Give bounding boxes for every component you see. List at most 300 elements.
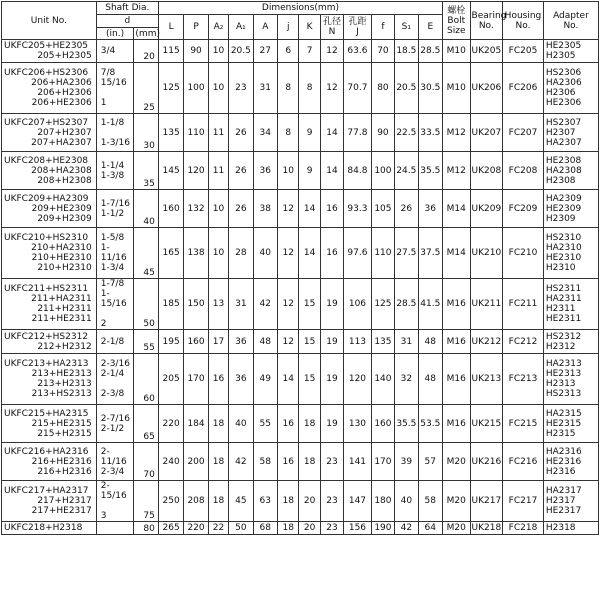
shaft-inch-cell: 7/8 15/16 1 xyxy=(96,63,134,114)
dim-s1-cell: 32 xyxy=(395,354,418,405)
shaft-inch-cell: 1-5/8 1-11/16 1-3/4 xyxy=(96,228,134,279)
header-bearing-no: Bearing No. xyxy=(470,2,503,40)
dim-a1-cell: 42 xyxy=(229,443,253,481)
table-row xyxy=(2,40,599,63)
shaft-mm-cell: 80 xyxy=(134,522,158,535)
dim-a1-cell: 36 xyxy=(229,330,253,354)
adapter-no-line: H2306 xyxy=(545,88,576,98)
dim-s1-cell: 39 xyxy=(395,443,418,481)
shaft-inch-cell: 1-7/8 1-15/16 2 xyxy=(96,279,134,330)
shaft-mm-cell: 25 xyxy=(134,63,158,114)
shaft-mm-cell: 35 xyxy=(134,152,158,190)
dim-s1-cell: 24.5 xyxy=(395,152,418,190)
header-unit-no: Unit No. xyxy=(2,2,97,40)
adapter-no-cell xyxy=(543,190,598,228)
dim-j-lower-cell: 12 xyxy=(278,190,299,228)
adapter-no-line: HE2316 xyxy=(545,456,582,467)
dim-s1-cell: 40 xyxy=(395,481,418,522)
shaft-inch-cell: 1-1/4 1-3/8 xyxy=(96,152,134,190)
dim-l-cell: 125 xyxy=(158,63,183,114)
dim-j-upper-cell: 97.6 xyxy=(344,228,372,279)
bolt-size-cell: M16 xyxy=(443,330,471,354)
adapter-no-cell xyxy=(543,279,598,330)
bearing-no-cell: UK213 xyxy=(470,354,503,405)
dim-p-cell: 200 xyxy=(184,443,208,481)
unit-no-line: UKFC215+HA2315 xyxy=(4,408,89,419)
dim-n-cell: 19 xyxy=(320,279,343,330)
shaft-inch-cell: 2-15/16 3 xyxy=(96,481,134,522)
dim-k-cell: 8 xyxy=(299,63,320,114)
dim-a2-cell: 18 xyxy=(208,443,228,481)
dim-p-cell: 138 xyxy=(184,228,208,279)
header-shaft-d: d xyxy=(96,15,158,28)
dim-p-cell: 110 xyxy=(184,114,208,152)
adapter-no-line: HS2307 xyxy=(545,117,582,128)
header-housing-no: Housing No. xyxy=(503,2,544,40)
unit-no-cell xyxy=(2,481,97,522)
dim-k-cell: 20 xyxy=(299,481,320,522)
dim-e-cell: 35.5 xyxy=(418,152,442,190)
dim-k-cell: 15 xyxy=(299,354,320,405)
dim-a1-cell: 31 xyxy=(229,279,253,330)
table-row xyxy=(2,443,599,481)
dim-n-cell: 23 xyxy=(320,443,343,481)
unit-no-line: 213+HE2313 xyxy=(31,369,92,379)
shaft-mm-cell: 65 xyxy=(134,405,158,443)
dim-p-cell: 120 xyxy=(184,152,208,190)
adapter-no-line: HA2311 xyxy=(545,294,582,304)
dim-j-lower-cell: 16 xyxy=(278,405,299,443)
adapter-no-line: H2311 xyxy=(545,304,576,314)
header-col-j-upper: 孔距 J xyxy=(344,15,372,40)
dim-s1-cell: 20.5 xyxy=(395,63,418,114)
unit-no-cell xyxy=(2,354,97,405)
dim-s1-cell: 26 xyxy=(395,190,418,228)
dim-n-cell: 23 xyxy=(320,481,343,522)
dim-a-cell: 38 xyxy=(253,190,277,228)
dim-a-cell: 63 xyxy=(253,481,277,522)
dim-j-upper-cell: 130 xyxy=(344,405,372,443)
adapter-no-line: HE2317 xyxy=(545,506,582,516)
adapter-no-line: HA2309 xyxy=(545,193,582,204)
dim-k-cell: 20 xyxy=(299,522,320,535)
adapter-no-cell xyxy=(543,63,598,114)
dim-e-cell: 28.5 xyxy=(418,40,442,63)
bearing-no-cell: UK209 xyxy=(470,190,503,228)
dimensions-table xyxy=(1,1,599,535)
dim-l-cell: 250 xyxy=(158,481,183,522)
unit-no-line: UKFC209+HA2309 xyxy=(4,193,89,204)
dim-s1-cell: 27.5 xyxy=(395,228,418,279)
housing-no-cell: FC218 xyxy=(503,522,544,535)
shaft-inch-cell: 1-1/8 1-3/16 xyxy=(96,114,134,152)
adapter-no-line: HE2306 xyxy=(545,98,582,108)
unit-no-line: UKFC210+HS2310 xyxy=(4,233,89,243)
adapter-no-line: HA2308 xyxy=(545,165,582,176)
dim-a1-cell: 28 xyxy=(229,228,253,279)
dim-a2-cell: 22 xyxy=(208,522,228,535)
header-col-f: f xyxy=(371,15,394,40)
dim-n-cell: 12 xyxy=(320,63,343,114)
housing-no-cell: FC208 xyxy=(503,152,544,190)
dim-a2-cell: 18 xyxy=(208,405,228,443)
housing-no-cell: FC215 xyxy=(503,405,544,443)
dim-j-upper-cell: 70.7 xyxy=(344,63,372,114)
dim-a-cell: 27 xyxy=(253,40,277,63)
dim-a2-cell: 17 xyxy=(208,330,228,354)
dim-f-cell: 140 xyxy=(371,354,394,405)
unit-no-line: 213+H2313 xyxy=(37,379,92,389)
unit-no-cell xyxy=(2,114,97,152)
adapter-no-cell xyxy=(543,481,598,522)
unit-no-line: 215+H2315 xyxy=(37,428,92,439)
dim-l-cell: 240 xyxy=(158,443,183,481)
unit-no-cell xyxy=(2,63,97,114)
bearing-no-cell: UK215 xyxy=(470,405,503,443)
shaft-inch-cell xyxy=(96,522,134,535)
shaft-inch-cell: 3/4 xyxy=(96,40,134,63)
header-col-p: P xyxy=(184,15,208,40)
dim-a1-cell: 26 xyxy=(229,152,253,190)
housing-no-cell: FC205 xyxy=(503,40,544,63)
header-col-s1: S₁ xyxy=(395,15,418,40)
dim-j-upper-cell: 141 xyxy=(344,443,372,481)
bolt-size-cell: M16 xyxy=(443,279,471,330)
header-col-e: E xyxy=(418,15,442,40)
bearing-no-cell: UK208 xyxy=(470,152,503,190)
unit-no-line: 207+H2307 xyxy=(37,127,92,138)
dim-a1-cell: 45 xyxy=(229,481,253,522)
dim-e-cell: 48 xyxy=(418,330,442,354)
dim-f-cell: 180 xyxy=(371,481,394,522)
dim-s1-cell: 22.5 xyxy=(395,114,418,152)
table-row xyxy=(2,405,599,443)
unit-no-line: 209+HE2309 xyxy=(31,203,92,214)
dim-n-cell: 19 xyxy=(320,405,343,443)
shaft-mm-cell: 50 xyxy=(134,279,158,330)
unit-no-line: 217+H2317 xyxy=(37,496,92,506)
unit-no-line: UKFC205+HE2305 xyxy=(4,41,89,51)
dim-k-cell: 14 xyxy=(299,190,320,228)
dim-f-cell: 190 xyxy=(371,522,394,535)
bolt-size-cell: M14 xyxy=(443,190,471,228)
bearing-no-cell: UK216 xyxy=(470,443,503,481)
unit-no-line: 210+HA2310 xyxy=(31,243,92,253)
dim-a2-cell: 10 xyxy=(208,190,228,228)
dim-k-cell: 9 xyxy=(299,152,320,190)
bearing-no-cell: UK205 xyxy=(470,40,503,63)
dim-e-cell: 48 xyxy=(418,354,442,405)
dim-p-cell: 90 xyxy=(184,40,208,63)
adapter-no-line: H2317 xyxy=(545,496,576,506)
dim-n-cell: 14 xyxy=(320,152,343,190)
dim-j-lower-cell: 18 xyxy=(278,522,299,535)
dim-a2-cell: 16 xyxy=(208,354,228,405)
unit-no-line: UKFC212+HS2312 xyxy=(4,331,89,342)
dim-a2-cell: 10 xyxy=(208,40,228,63)
table-row xyxy=(2,330,599,354)
dim-e-cell: 41.5 xyxy=(418,279,442,330)
dim-e-cell: 58 xyxy=(418,481,442,522)
unit-no-line: 210+H2310 xyxy=(37,263,92,273)
shaft-mm-cell: 20 xyxy=(134,40,158,63)
dim-j-upper-cell: 113 xyxy=(344,330,372,354)
adapter-no-line: HA2307 xyxy=(545,137,582,148)
bolt-size-cell: M12 xyxy=(443,114,471,152)
header-adapter-no: Adapter No. xyxy=(543,2,598,40)
adapter-no-line: HA2310 xyxy=(545,243,582,253)
dim-a2-cell: 10 xyxy=(208,63,228,114)
table-row xyxy=(2,190,599,228)
dim-a-cell: 40 xyxy=(253,228,277,279)
table-row xyxy=(2,279,599,330)
dim-a2-cell: 13 xyxy=(208,279,228,330)
adapter-no-cell xyxy=(543,443,598,481)
bearing-no-cell: UK218 xyxy=(471,523,502,533)
dim-p-cell: 170 xyxy=(184,354,208,405)
table-row xyxy=(2,152,599,190)
table-row xyxy=(2,114,599,152)
shaft-inch-cell: 2-3/16 2-1/4 2-3/8 xyxy=(96,354,134,405)
dim-f-cell: 90 xyxy=(371,114,394,152)
adapter-no-line: H2315 xyxy=(545,428,576,439)
unit-no-cell xyxy=(2,279,97,330)
dim-n-cell: 16 xyxy=(320,228,343,279)
header-col-n: 孔径 N xyxy=(320,15,343,40)
table-row xyxy=(2,481,599,522)
dim-n-cell: 16 xyxy=(320,190,343,228)
bolt-size-cell: M14 xyxy=(443,228,471,279)
adapter-no-line: HA2306 xyxy=(545,78,582,88)
header-col-a2: A₂ xyxy=(208,15,228,40)
dim-k-cell: 18 xyxy=(299,405,320,443)
header-inch-unit: (in.) xyxy=(96,28,134,40)
header-bolt-size: 螺栓 Bolt Size xyxy=(443,2,471,40)
shaft-mm-cell: 55 xyxy=(134,330,158,354)
dim-a-cell: 36 xyxy=(253,152,277,190)
dim-a2-cell: 10 xyxy=(208,228,228,279)
dim-a2-cell: 11 xyxy=(208,152,228,190)
dim-j-upper-cell: 77.8 xyxy=(344,114,372,152)
shaft-mm-cell: 40 xyxy=(134,190,158,228)
unit-no-line: UKFC207+HS2307 xyxy=(4,117,89,128)
dim-a1-cell: 20.5 xyxy=(229,40,253,63)
adapter-no-line: HE2308 xyxy=(545,155,582,166)
dim-s1-cell: 42 xyxy=(395,522,418,535)
dim-l-cell: 135 xyxy=(158,114,183,152)
dim-l-cell: 115 xyxy=(158,40,183,63)
unit-no-cell xyxy=(2,522,97,535)
dim-a-cell: 68 xyxy=(253,522,277,535)
adapter-no-cell xyxy=(543,330,598,354)
dim-e-cell: 57 xyxy=(418,443,442,481)
dim-a1-cell: 36 xyxy=(229,354,253,405)
bolt-size-cell: M20 xyxy=(443,522,471,535)
shaft-mm-cell: 45 xyxy=(134,228,158,279)
adapter-no-line: HA2315 xyxy=(545,408,582,419)
bolt-size-cell: M20 xyxy=(443,443,471,481)
unit-no-line: 208+H2308 xyxy=(37,175,92,186)
dim-j-upper-cell: 93.3 xyxy=(344,190,372,228)
unit-no-line: UKFC213+HA2313 xyxy=(4,359,89,369)
bolt-size-cell: M20 xyxy=(443,481,471,522)
dim-p-cell: 160 xyxy=(184,330,208,354)
unit-no-line: 211+HA2311 xyxy=(31,294,92,304)
adapter-no-line: HE2311 xyxy=(545,314,582,324)
adapter-no-line: HS2306 xyxy=(545,68,582,78)
housing-no-cell: FC212 xyxy=(503,330,544,354)
dim-n-cell: 19 xyxy=(320,354,343,405)
unit-no-line: 207+HA2307 xyxy=(31,137,92,148)
bolt-size-cell: M10 xyxy=(443,63,471,114)
dim-f-cell: 80 xyxy=(371,63,394,114)
dim-e-cell: 53.5 xyxy=(418,405,442,443)
bearing-no-cell: UK210 xyxy=(470,228,503,279)
unit-no-line: 205+H2305 xyxy=(37,51,92,61)
dim-f-cell: 100 xyxy=(371,152,394,190)
unit-no-line: 216+HE2316 xyxy=(31,456,92,467)
dim-a1-cell: 26 xyxy=(229,190,253,228)
header-shaft-dia: Shaft Dia. xyxy=(96,2,158,15)
dim-j-lower-cell: 12 xyxy=(278,228,299,279)
adapter-no-line: H2305 xyxy=(545,51,576,61)
unit-no-line: 213+HS2313 xyxy=(31,389,92,399)
adapter-no-line: H2307 xyxy=(545,127,576,138)
shaft-mm-cell: 60 xyxy=(134,354,158,405)
dim-e-cell: 30.5 xyxy=(418,63,442,114)
unit-no-line: 216+H2316 xyxy=(37,466,92,477)
dim-p-cell: 132 xyxy=(184,190,208,228)
dim-a-cell: 42 xyxy=(253,279,277,330)
unit-no-line: UKFC218+H2318 xyxy=(4,523,83,533)
dim-f-cell: 170 xyxy=(371,443,394,481)
unit-no-line: 217+HE2317 xyxy=(31,506,92,516)
dim-n-cell: 19 xyxy=(320,330,343,354)
bolt-size-cell: M16 xyxy=(443,405,471,443)
bolt-size-cell: M16 xyxy=(443,354,471,405)
unit-no-line: 209+H2309 xyxy=(37,213,92,224)
unit-no-line: UKFC211+HS2311 xyxy=(4,284,89,294)
unit-no-line: 206+HE2306 xyxy=(31,98,92,108)
adapter-no-cell xyxy=(543,522,598,535)
dim-f-cell: 135 xyxy=(371,330,394,354)
dim-j-upper-cell: 120 xyxy=(344,354,372,405)
dim-a1-cell: 40 xyxy=(229,405,253,443)
dim-j-lower-cell: 16 xyxy=(278,443,299,481)
dim-n-cell: 23 xyxy=(320,522,343,535)
bolt-size-cell: M12 xyxy=(443,152,471,190)
dim-e-cell: 64 xyxy=(418,522,442,535)
adapter-no-line: H2309 xyxy=(545,213,576,224)
bolt-size-cell: M10 xyxy=(443,40,471,63)
dim-a-cell: 34 xyxy=(253,114,277,152)
adapter-no-line: HA2313 xyxy=(545,359,582,369)
dim-p-cell: 220 xyxy=(184,522,208,535)
adapter-no-line: H2318 xyxy=(545,523,576,533)
header-col-l: L xyxy=(158,15,183,40)
dim-k-cell: 15 xyxy=(299,279,320,330)
dim-k-cell: 14 xyxy=(299,228,320,279)
adapter-no-cell xyxy=(543,40,598,63)
housing-no-cell: FC216 xyxy=(503,443,544,481)
housing-no-cell: FC217 xyxy=(503,481,544,522)
dim-a-cell: 55 xyxy=(253,405,277,443)
unit-no-cell xyxy=(2,190,97,228)
unit-no-line: 206+H2306 xyxy=(37,88,92,98)
dim-f-cell: 105 xyxy=(371,190,394,228)
adapter-no-cell xyxy=(543,152,598,190)
dim-f-cell: 125 xyxy=(371,279,394,330)
bearing-no-cell: UK211 xyxy=(470,279,503,330)
table-row xyxy=(2,522,599,535)
dim-s1-cell: 35.5 xyxy=(395,405,418,443)
housing-no-cell: FC211 xyxy=(503,279,544,330)
dim-a1-cell: 50 xyxy=(229,522,253,535)
dim-k-cell: 7 xyxy=(299,40,320,63)
dim-p-cell: 184 xyxy=(184,405,208,443)
unit-no-line: 215+HE2315 xyxy=(31,418,92,429)
header-mm-unit: (mm) xyxy=(135,28,160,39)
dim-a-cell: 49 xyxy=(253,354,277,405)
bearing-no-cell: UK206 xyxy=(470,63,503,114)
header-dimensions: Dimensions(mm) xyxy=(158,2,442,15)
dim-a-cell: 58 xyxy=(253,443,277,481)
adapter-no-line: HA2317 xyxy=(545,486,582,496)
unit-no-line: 211+HE2311 xyxy=(31,314,92,324)
table-row xyxy=(2,354,599,405)
header-col-j-lower: j xyxy=(278,15,299,40)
unit-no-cell xyxy=(2,228,97,279)
table-row xyxy=(2,63,599,114)
shaft-inch-cell: 2-1/8 xyxy=(96,330,134,354)
dim-j-upper-cell: 156 xyxy=(344,522,372,535)
housing-no-cell: FC207 xyxy=(503,114,544,152)
header-col-a1: A₁ xyxy=(229,15,253,40)
adapter-no-line: HE2309 xyxy=(545,203,582,214)
dim-j-lower-cell: 12 xyxy=(278,330,299,354)
dim-a1-cell: 23 xyxy=(229,63,253,114)
adapter-no-line: HE2310 xyxy=(545,253,582,263)
housing-no-cell: FC206 xyxy=(503,63,544,114)
adapter-no-cell xyxy=(543,354,598,405)
dim-j-lower-cell: 12 xyxy=(278,279,299,330)
dim-e-cell: 36 xyxy=(418,190,442,228)
unit-no-line: UKFC208+HE2308 xyxy=(4,155,89,166)
dim-a2-cell: 18 xyxy=(208,481,228,522)
adapter-no-line: H2312 xyxy=(545,341,576,352)
dim-k-cell: 9 xyxy=(299,114,320,152)
table-row xyxy=(2,228,599,279)
adapter-no-line: H2316 xyxy=(545,466,576,477)
dim-j-lower-cell: 8 xyxy=(278,114,299,152)
adapter-no-line: H2313 xyxy=(545,379,576,389)
header-col-k: K xyxy=(299,15,320,40)
unit-no-line: 208+HA2308 xyxy=(31,165,92,176)
dim-j-lower-cell: 10 xyxy=(278,152,299,190)
adapter-no-cell xyxy=(543,114,598,152)
housing-no-cell: FC213 xyxy=(503,354,544,405)
bearing-no-cell: UK212 xyxy=(470,330,503,354)
dim-j-upper-cell: 63.6 xyxy=(344,40,372,63)
dim-e-cell: 33.5 xyxy=(418,114,442,152)
dim-l-cell: 265 xyxy=(158,522,183,535)
dim-l-cell: 195 xyxy=(158,330,183,354)
dim-a1-cell: 26 xyxy=(229,114,253,152)
unit-no-cell xyxy=(2,405,97,443)
adapter-no-line: HE2315 xyxy=(545,418,582,429)
dim-p-cell: 150 xyxy=(184,279,208,330)
dim-l-cell: 205 xyxy=(158,354,183,405)
